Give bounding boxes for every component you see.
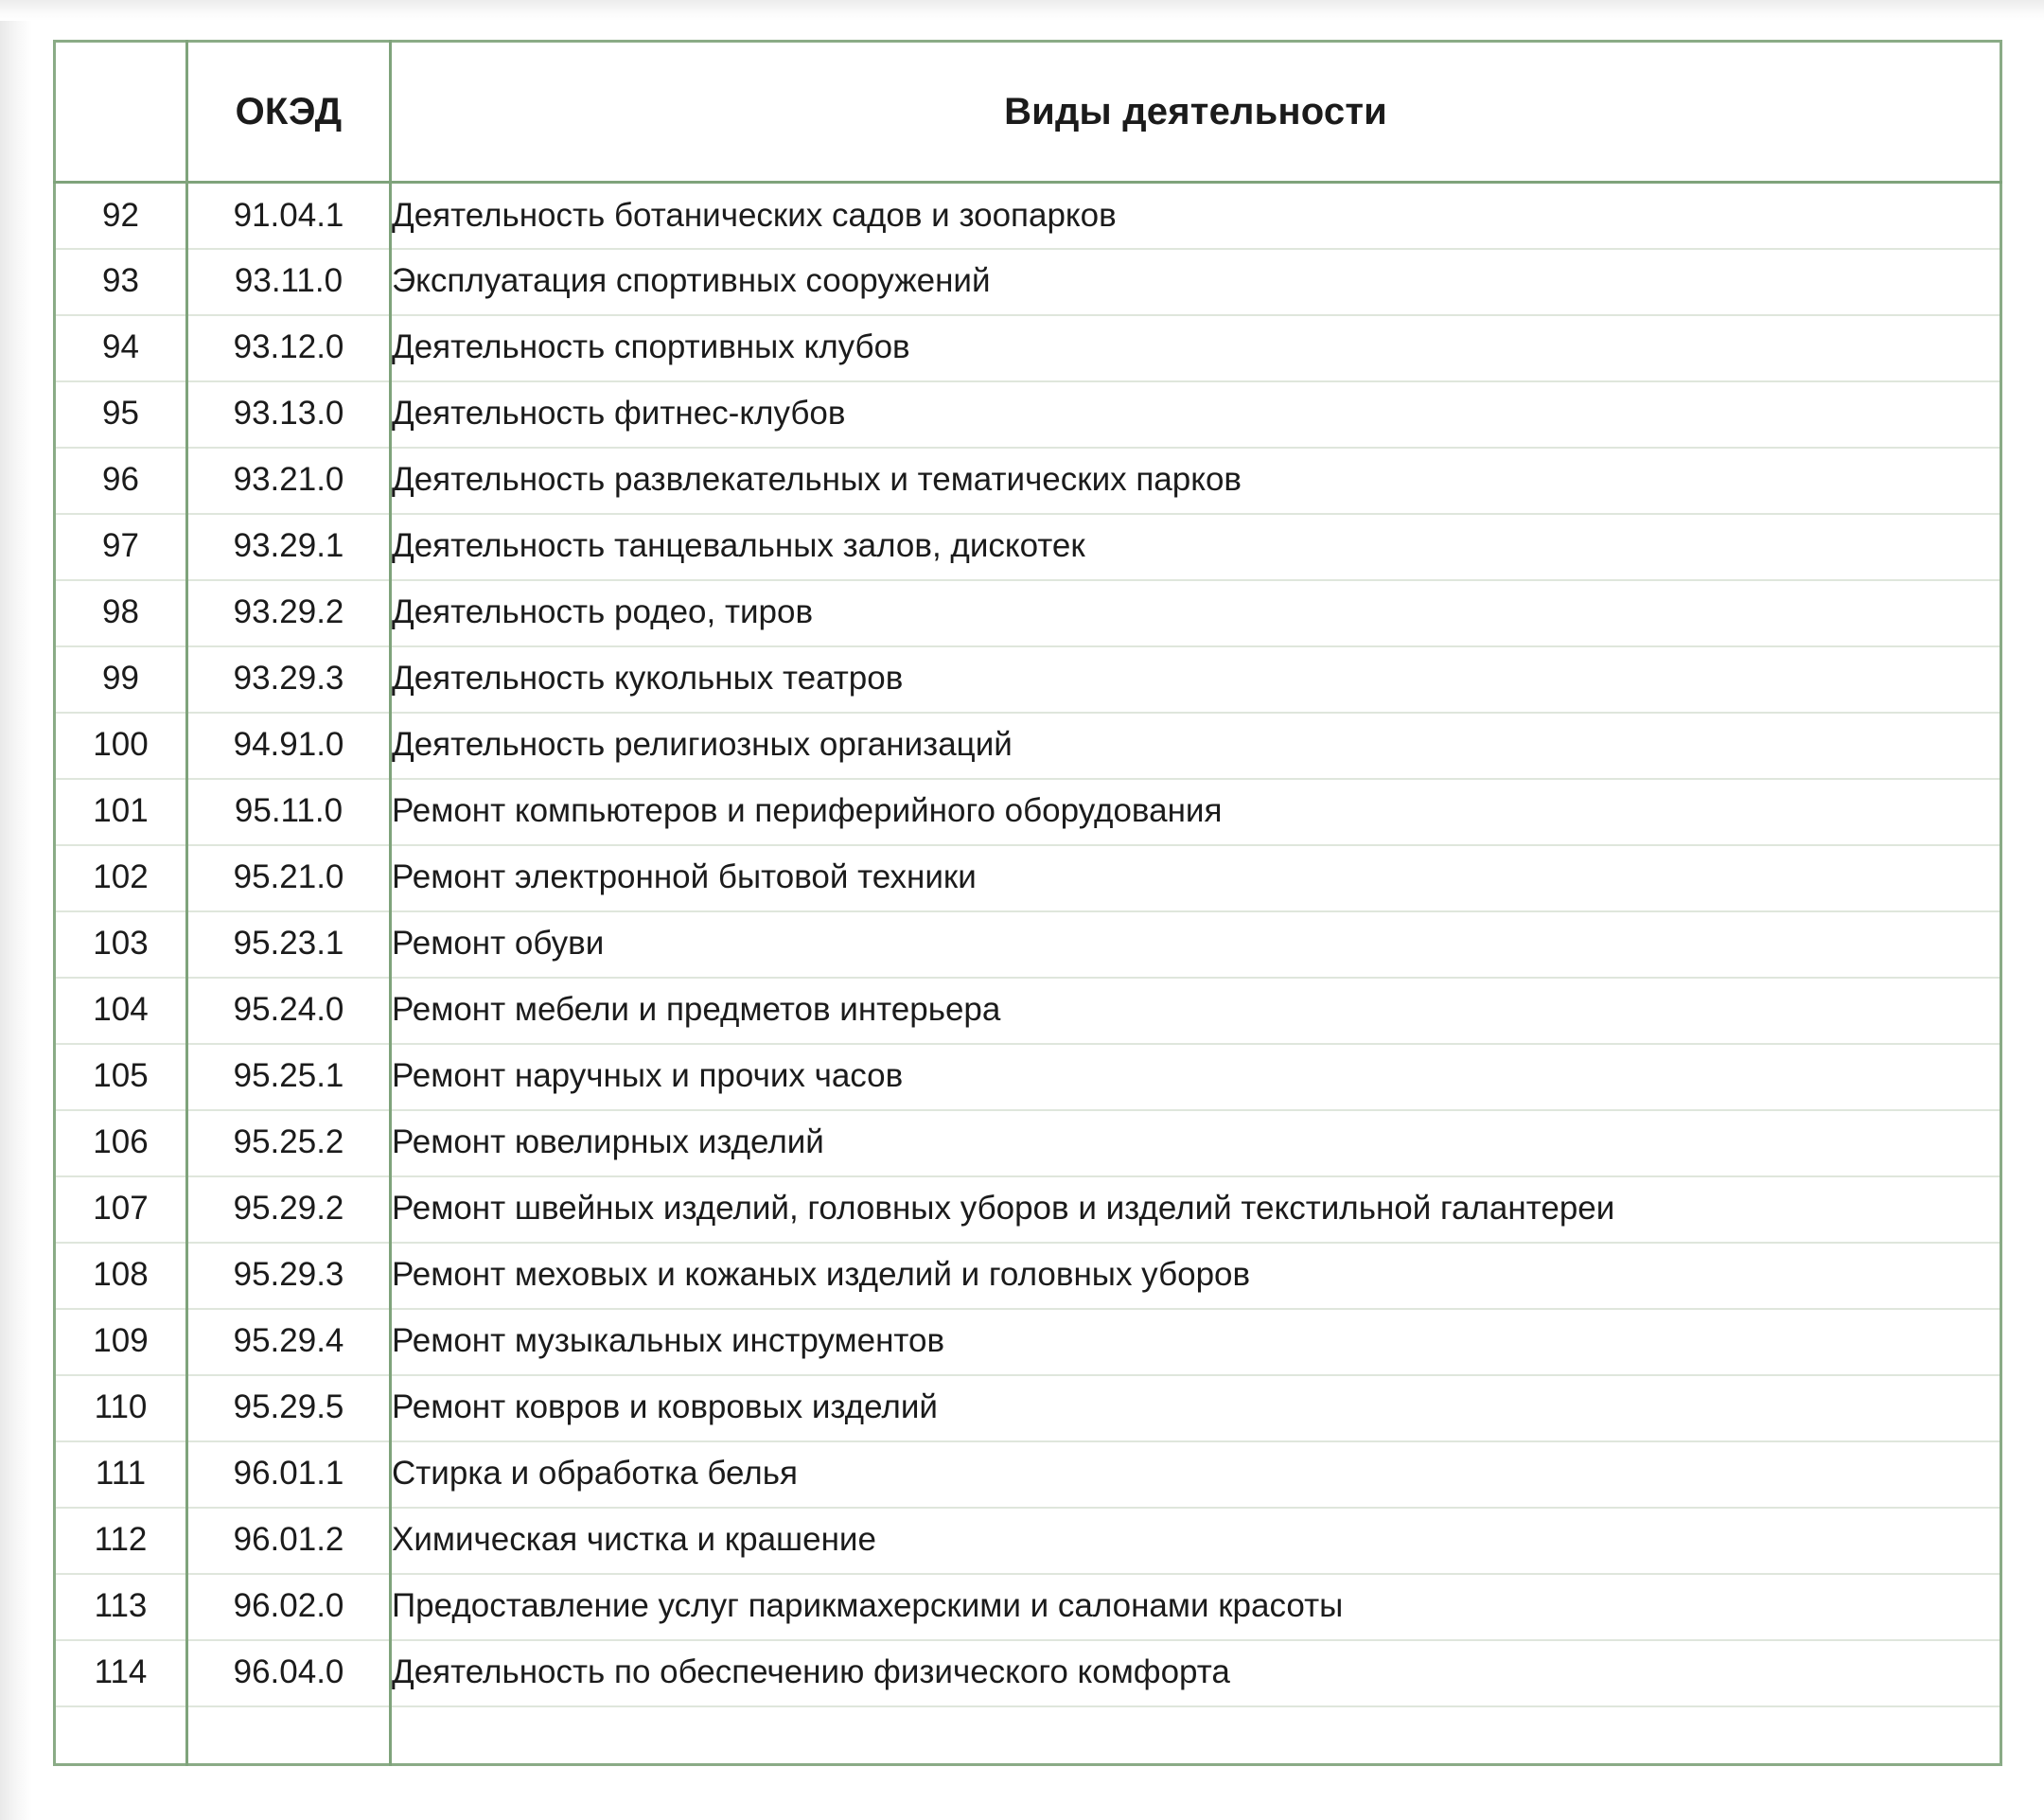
- row-index-cell: 98: [55, 580, 187, 646]
- okved-code-cell: 94.91.0: [187, 713, 391, 779]
- activity-description-cell: Ремонт наручных и прочих часов: [391, 1044, 2001, 1110]
- table-row: [55, 1574, 2001, 1640]
- row-index-cell: 103: [55, 911, 187, 978]
- row-index-cell: 109: [55, 1309, 187, 1375]
- activity-description-cell: Деятельность родео, тиров: [391, 580, 2001, 646]
- activity-description-cell: Деятельность развлекательных и тематических парков: [391, 448, 2001, 514]
- okved-code-cell: 96.04.0: [187, 1640, 391, 1706]
- okved-code-cell: 95.25.1: [187, 1044, 391, 1110]
- table-row: [55, 1110, 2001, 1176]
- activity-description-cell: Ремонт швейных изделий, головных уборов и изделий текстильной галантереи: [391, 1176, 2001, 1243]
- okved-code-cell: 91.04.1: [187, 183, 391, 249]
- table-row: [55, 249, 2001, 315]
- okved-code-cell: 95.24.0: [187, 978, 391, 1044]
- table-row: [55, 315, 2001, 381]
- row-index-cell: 97: [55, 514, 187, 580]
- okved-code-cell: 95.29.4: [187, 1309, 391, 1375]
- activity-description-cell: Ремонт электронной бытовой техники: [391, 845, 2001, 911]
- row-index-cell: 105: [55, 1044, 187, 1110]
- table-row: [55, 646, 2001, 713]
- okved-activities-table: [53, 40, 2002, 1766]
- row-index-cell: 102: [55, 845, 187, 911]
- okved-code-cell: 95.29.2: [187, 1176, 391, 1243]
- table-row: [55, 1243, 2001, 1309]
- row-index-cell: 100: [55, 713, 187, 779]
- okved-code-cell: 95.25.2: [187, 1110, 391, 1176]
- row-index-cell: 114: [55, 1640, 187, 1706]
- table-row: [55, 845, 2001, 911]
- table-row: [55, 1309, 2001, 1375]
- table-row: [55, 1441, 2001, 1508]
- okved-code-cell: 93.21.0: [187, 448, 391, 514]
- table-row-empty: [55, 1706, 2001, 1765]
- row-index-cell: 106: [55, 1110, 187, 1176]
- activity-description-cell: Ремонт мебели и предметов интерьера: [391, 978, 2001, 1044]
- row-index-cell: 101: [55, 779, 187, 845]
- table-row: [55, 911, 2001, 978]
- activity-description-cell: Эксплуатация спортивных сооружений: [391, 249, 2001, 315]
- okved-code-cell: 95.11.0: [187, 779, 391, 845]
- okved-code-cell: 95.29.5: [187, 1375, 391, 1441]
- activity-description-cell: Ремонт обуви: [391, 911, 2001, 978]
- table-row: [55, 183, 2001, 249]
- empty-cell: [187, 1706, 391, 1765]
- activity-description-cell: Ремонт меховых и кожаных изделий и головных уборов: [391, 1243, 2001, 1309]
- table-row: [55, 1375, 2001, 1441]
- okved-code-cell: 93.29.3: [187, 646, 391, 713]
- activity-description-cell: Деятельность по обеспечению физического комфорта: [391, 1640, 2001, 1706]
- row-index-cell: 94: [55, 315, 187, 381]
- activity-description-cell: Деятельность фитнес-клубов: [391, 381, 2001, 448]
- table-row: [55, 381, 2001, 448]
- table-container: [53, 40, 2002, 1766]
- table-row: [55, 978, 2001, 1044]
- okved-code-cell: 96.02.0: [187, 1574, 391, 1640]
- row-index-cell: 93: [55, 249, 187, 315]
- okved-code-cell: 95.29.3: [187, 1243, 391, 1309]
- header-row: [55, 42, 2001, 183]
- activity-description-cell: Ремонт компьютеров и периферийного оборудования: [391, 779, 2001, 845]
- okved-code-cell: 93.13.0: [187, 381, 391, 448]
- activity-description-cell: Предоставление услуг парикмахерскими и салонами красоты: [391, 1574, 2001, 1640]
- row-index-cell: 108: [55, 1243, 187, 1309]
- table-row: [55, 779, 2001, 845]
- row-index-cell: 111: [55, 1441, 187, 1508]
- activity-description-cell: Деятельность кукольных театров: [391, 646, 2001, 713]
- row-index-cell: 107: [55, 1176, 187, 1243]
- empty-cell: [55, 1706, 187, 1765]
- activity-description-cell: Деятельность ботанических садов и зоопарков: [391, 183, 2001, 249]
- table-row: [55, 1176, 2001, 1243]
- column-header-index: [55, 42, 187, 183]
- table-row: [55, 514, 2001, 580]
- activity-description-cell: Ремонт музыкальных инструментов: [391, 1309, 2001, 1375]
- column-header-okved-code: ОКЭД: [187, 42, 391, 183]
- table-header: [55, 42, 2001, 183]
- okved-code-cell: 95.21.0: [187, 845, 391, 911]
- activity-description-cell: Ремонт ювелирных изделий: [391, 1110, 2001, 1176]
- activity-description-cell: Ремонт ковров и ковровых изделий: [391, 1375, 2001, 1441]
- row-index-cell: 99: [55, 646, 187, 713]
- activity-description-cell: Деятельность танцевальных залов, дискотек: [391, 514, 2001, 580]
- row-index-cell: 96: [55, 448, 187, 514]
- row-index-cell: 112: [55, 1508, 187, 1574]
- column-header-activity: Виды деятельности: [391, 42, 2001, 183]
- table-row: [55, 1044, 2001, 1110]
- okved-code-cell: 96.01.1: [187, 1441, 391, 1508]
- row-index-cell: 95: [55, 381, 187, 448]
- activity-description-cell: Химическая чистка и крашение: [391, 1508, 2001, 1574]
- table-row: [55, 713, 2001, 779]
- okved-code-cell: 93.29.2: [187, 580, 391, 646]
- okved-code-cell: 96.01.2: [187, 1508, 391, 1574]
- okved-code-cell: 93.11.0: [187, 249, 391, 315]
- table-body: [55, 183, 2001, 1765]
- empty-cell: [391, 1706, 2001, 1765]
- activity-description-cell: Стирка и обработка белья: [391, 1441, 2001, 1508]
- table-row: [55, 1508, 2001, 1574]
- okved-code-cell: 93.12.0: [187, 315, 391, 381]
- table-row: [55, 1640, 2001, 1706]
- row-index-cell: 113: [55, 1574, 187, 1640]
- row-index-cell: 110: [55, 1375, 187, 1441]
- okved-code-cell: 95.23.1: [187, 911, 391, 978]
- table-row: [55, 448, 2001, 514]
- activity-description-cell: Деятельность религиозных организаций: [391, 713, 2001, 779]
- row-index-cell: 104: [55, 978, 187, 1044]
- row-index-cell: 92: [55, 183, 187, 249]
- table-row: [55, 580, 2001, 646]
- activity-description-cell: Деятельность спортивных клубов: [391, 315, 2001, 381]
- okved-code-cell: 93.29.1: [187, 514, 391, 580]
